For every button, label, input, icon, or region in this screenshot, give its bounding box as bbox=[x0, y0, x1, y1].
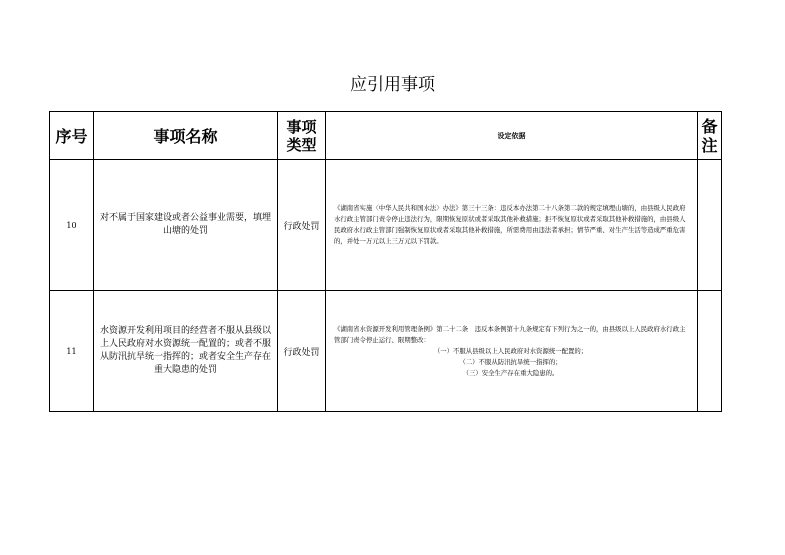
header-note-line2: 注 bbox=[701, 135, 718, 155]
item-name: 水资源开发利用项目的经营者不服从县级以上人民政府对水资源统一配置的；或者不服从防汛抗旱统一指挥的；或者安全生产存在重大隐患的处罚 bbox=[94, 291, 278, 412]
note-cell bbox=[698, 291, 722, 412]
header-name: 事项名称 bbox=[94, 112, 278, 160]
basis-paragraph: 《湖南省实施〈中华人民共和国水法〉办法》第三十三条：违反本办法第二十八条第二款的规定填埋山塘的，由县级人民政府水行政主管部门责令停止违法行为，限期恢复原状或者采取其他补救措施；拒不恢复原状或者采取其他补救措施的，由县级人民政府水行政主管部门强制恢复原状或者采取其他补救措施，所需费用由违法者承担；情节严重、对生产生活等造成严重危害的，并处一万元以上三万元以下罚款。 bbox=[334, 204, 686, 245]
legal-basis bbox=[326, 160, 698, 291]
items-table bbox=[49, 111, 722, 412]
row-number: 10 bbox=[50, 160, 94, 291]
basis-paragraph: 《湖南省水资源开发利用管理条例》第二十二条 违反本条例第十九条规定有下列行为之一的，由县级以上人民政府水行政主管部门责令停止运行、限期整改： bbox=[334, 324, 686, 344]
legal-basis bbox=[326, 291, 698, 412]
basis-clause: （三）安全生产存在重大隐患的。 bbox=[462, 368, 559, 377]
header-note bbox=[698, 112, 722, 160]
note-cell bbox=[698, 160, 722, 291]
header-type bbox=[278, 112, 326, 160]
header-seq: 序号 bbox=[50, 112, 94, 160]
table-header-row bbox=[50, 112, 722, 160]
table-row bbox=[50, 160, 722, 291]
page-title: 应引用事项 bbox=[350, 75, 435, 95]
item-name: 对不属于国家建设或者公益事业需要，填埋山塘的处罚 bbox=[94, 160, 278, 291]
item-type: 行政处罚 bbox=[278, 160, 326, 291]
table-row bbox=[50, 291, 722, 412]
header-type-line1: 事项 bbox=[286, 117, 317, 136]
header-type-line2: 类型 bbox=[286, 135, 317, 154]
basis-clause: （一）不服从县级以上人民政府对水资源统一配置的； bbox=[433, 346, 588, 355]
header-note-line1: 备 bbox=[701, 116, 718, 136]
row-number: 11 bbox=[50, 291, 94, 412]
item-type: 行政处罚 bbox=[278, 291, 326, 412]
basis-clause: （二）不服从防汛抗旱统一指挥的； bbox=[459, 357, 562, 366]
header-basis: 设定依据 bbox=[326, 112, 698, 160]
